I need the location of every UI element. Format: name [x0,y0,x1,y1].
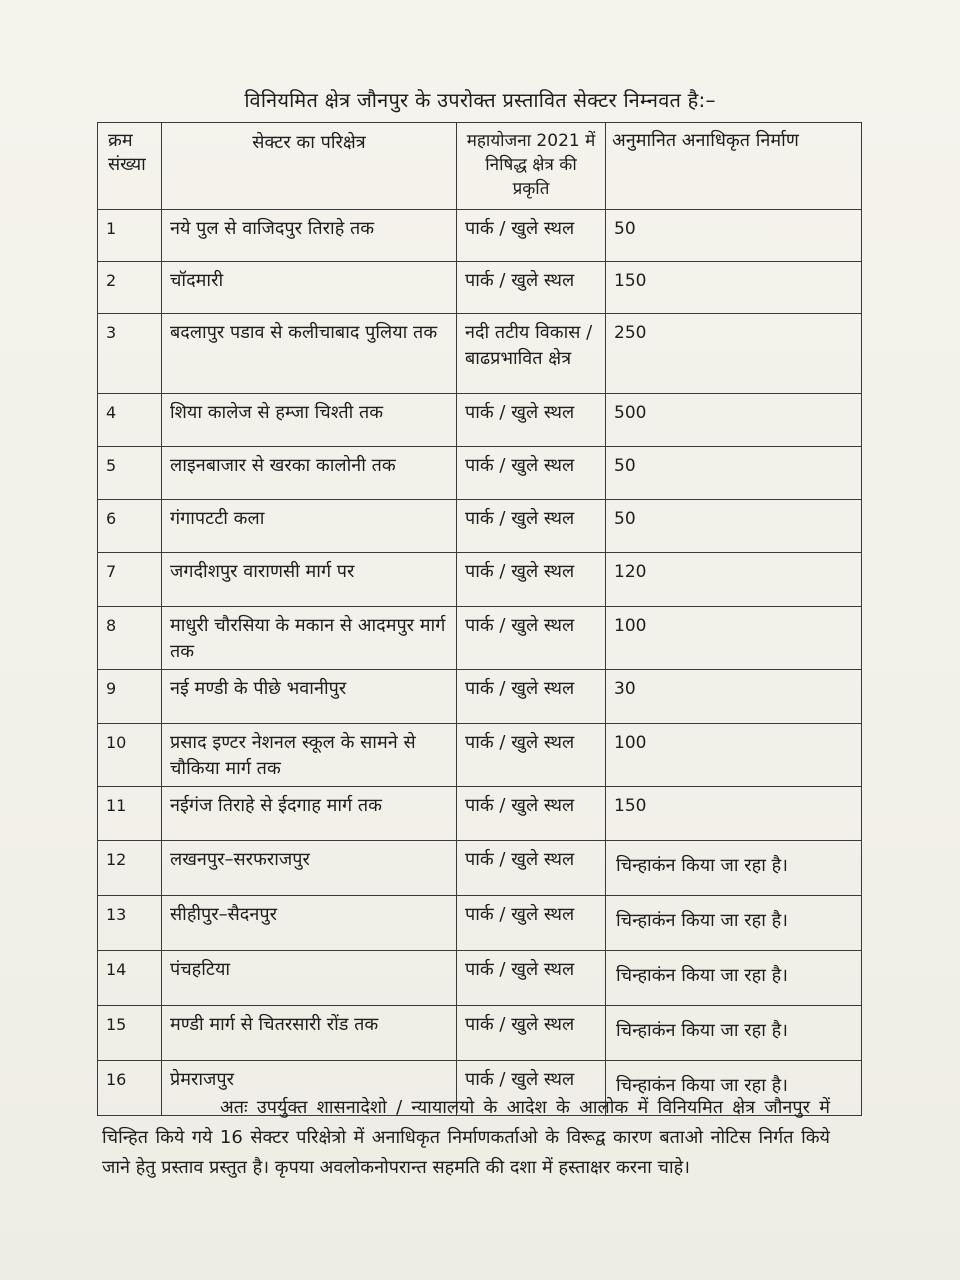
row-sector: मण्डी मार्ग से चितरसारी रोंड तक [162,1006,457,1061]
row-nature: पार्क / खुले स्थल [457,951,606,1006]
row-estimate: चिन्हाकंन किया जा रहा है। [606,896,862,951]
row-estimate: 30 [606,670,862,724]
table-row [98,394,862,447]
header-estimate: अनुमानित अनाधिकृत निर्माण [606,123,862,210]
row-estimate: चिन्हाकंन किया जा रहा है। [606,1061,862,1116]
row-estimate: 50 [606,210,862,262]
row-nature: पार्क / खुले स्थल [457,787,606,841]
table-row [98,841,862,896]
row-nature: पार्क / खुले स्थल [457,500,606,553]
document-heading: विनियमित क्षेत्र जौनपुर के उपरोक्त प्रस्तावित सेक्टर निम्नवत है:– [244,88,716,112]
row-serial: 10 [98,724,162,787]
row-nature: पार्क / खुले स्थल [457,394,606,447]
table-row [98,607,862,670]
row-serial: 15 [98,1006,162,1061]
row-nature: पार्क / खुले स्थल [457,724,606,787]
row-sector: प्रेमराजपुर [162,1061,457,1116]
row-estimate: 250 [606,314,862,394]
row-estimate: चिन्हाकंन किया जा रहा है। [606,1006,862,1061]
row-serial: 13 [98,896,162,951]
row-nature: पार्क / खुले स्थल [457,262,606,314]
row-serial: 14 [98,951,162,1006]
row-sector: लखनपुर–सरफराजपुर [162,841,457,896]
table-row [98,951,862,1006]
row-sector: सीहीपुर–सैदनपुर [162,896,457,951]
row-sector: पंचहटिया [162,951,457,1006]
table-row [98,447,862,500]
row-nature: पार्क / खुले स्थल [457,670,606,724]
table-row [98,724,862,787]
row-sector: गंगापटटी कला [162,500,457,553]
table-header-row [98,123,862,210]
row-estimate: चिन्हाकंन किया जा रहा है। [606,841,862,896]
row-sector: नई मण्डी के पीछे भवानीपुर [162,670,457,724]
row-nature: पार्क / खुले स्थल [457,607,606,670]
sector-table [97,122,862,1116]
table-row [98,670,862,724]
row-estimate: 100 [606,724,862,787]
row-estimate: 120 [606,553,862,607]
header-nature: महायोजना 2021 में निषिद्ध क्षेत्र की प्रकृति [457,123,606,210]
table-row [98,787,862,841]
row-serial: 3 [98,314,162,394]
row-nature: पार्क / खुले स्थल [457,447,606,500]
row-serial: 2 [98,262,162,314]
row-serial: 1 [98,210,162,262]
table-row [98,1006,862,1061]
row-sector: बदलापुर पडाव से कलीचाबाद पुलिया तक [162,314,457,394]
row-serial: 5 [98,447,162,500]
row-estimate: 150 [606,787,862,841]
row-sector: प्रसाद इण्टर नेशनल स्कूल के सामने से चौकिया मार्ग तक [162,724,457,787]
row-sector: जगदीशपुर वाराणसी मार्ग पर [162,553,457,607]
table-body [98,210,862,1116]
row-serial: 12 [98,841,162,896]
row-nature: पार्क / खुले स्थल [457,1006,606,1061]
header-sector: सेक्टर का परिक्षेत्र [162,123,457,210]
row-nature: पार्क / खुले स्थल [457,896,606,951]
row-serial: 8 [98,607,162,670]
row-estimate: 50 [606,447,862,500]
row-sector: चॉदमारी [162,262,457,314]
row-estimate: 100 [606,607,862,670]
row-nature: नदी तटीय विकास / बाढप्रभावित क्षेत्र [457,314,606,394]
closing-paragraph: अतः उपर्युक्त शासनादेशो / न्यायालयो के आदेश के आलोक में विनियमित क्षेत्र जौनपुर में चिन्हित किये गये 16 सेक्टर परिक्षेत्रो में अनाधिकृत निर्माणकर्ताओ के विरूद्व कारण बताओ नोटिस निर्गत किये जाने हेतु प्रस्ताव प्रस्तुत है। कृपया अवलोकनोपरान्त सहमति की दशा में हस्ताक्षर करना चाहे। [102,1097,830,1178]
row-sector: माधुरी चौरसिया के मकान से आदमपुर मार्ग तक [162,607,457,670]
row-nature: पार्क / खुले स्थल [457,553,606,607]
row-sector: नये पुल से वाजिदपुर तिराहे तक [162,210,457,262]
row-sector: नईगंज तिराहे से ईदगाह मार्ग तक [162,787,457,841]
row-serial: 4 [98,394,162,447]
row-estimate: 500 [606,394,862,447]
row-sector: लाइनबाजार से खरका कालोनी तक [162,447,457,500]
table-row [98,553,862,607]
row-nature: पार्क / खुले स्थल [457,841,606,896]
row-estimate: 150 [606,262,862,314]
row-serial: 6 [98,500,162,553]
row-estimate: चिन्हाकंन किया जा रहा है। [606,951,862,1006]
row-nature: पार्क / खुले स्थल [457,1061,606,1116]
row-serial: 7 [98,553,162,607]
row-sector: शिया कालेज से हम्जा चिश्ती तक [162,394,457,447]
row-serial: 9 [98,670,162,724]
row-nature: पार्क / खुले स्थल [457,210,606,262]
table-row [98,262,862,314]
header-serial: क्रम संख्या [98,123,162,210]
table-row [98,500,862,553]
table-row [98,314,862,394]
table-row [98,210,862,262]
row-serial: 11 [98,787,162,841]
table-row [98,896,862,951]
row-estimate: 50 [606,500,862,553]
row-serial: 16 [98,1061,162,1116]
